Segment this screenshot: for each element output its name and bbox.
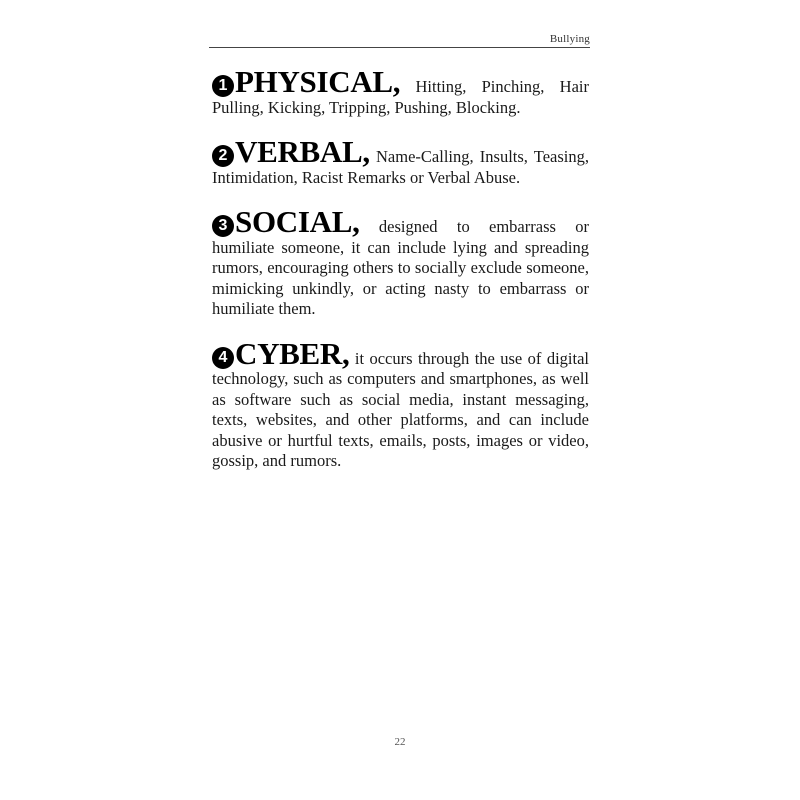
entry-physical <box>212 64 589 118</box>
page-content <box>212 64 589 496</box>
entry-cyber <box>212 335 589 472</box>
header-divider <box>209 47 590 48</box>
entry-description: designed to embarrass or humiliate someone, it can include lying and spreading rumors, encouraging others to socially exclude someone, mimicking unkindly, or acting nasty to embarrass or humiliate them. <box>212 217 589 318</box>
page-number: 22 <box>394 736 406 748</box>
number-badge-icon: 2 <box>212 145 234 167</box>
number-badge-icon: 1 <box>212 75 234 97</box>
entry-social <box>212 204 589 320</box>
number-badge-icon: 3 <box>212 215 234 237</box>
entry-description: Hitting, Pinching, Hair Pulling, Kicking, Tripping, Pushing, Blocking. <box>212 77 589 117</box>
number-badge-icon: 4 <box>212 347 234 369</box>
entry-verbal <box>212 134 589 188</box>
entry-term: SOCIAL, <box>235 204 360 239</box>
entry-description: Name-Calling, Insults, Teasing, Intimidation, Racist Remarks or Verbal Abuse. <box>212 147 589 187</box>
entry-term: PHYSICAL, <box>235 64 401 99</box>
entry-term: CYBER, <box>235 335 350 371</box>
entry-term: VERBAL, <box>235 134 370 169</box>
running-header: Bullying <box>549 33 590 45</box>
entry-description: it occurs through the use of digital technology, such as computers and smartphones, as well as software such as social media, instant messaging, texts, websites, and other platforms, and can include abusive or hurtful texts, emails, posts, images or video, gossip, and rumors. <box>212 348 589 470</box>
